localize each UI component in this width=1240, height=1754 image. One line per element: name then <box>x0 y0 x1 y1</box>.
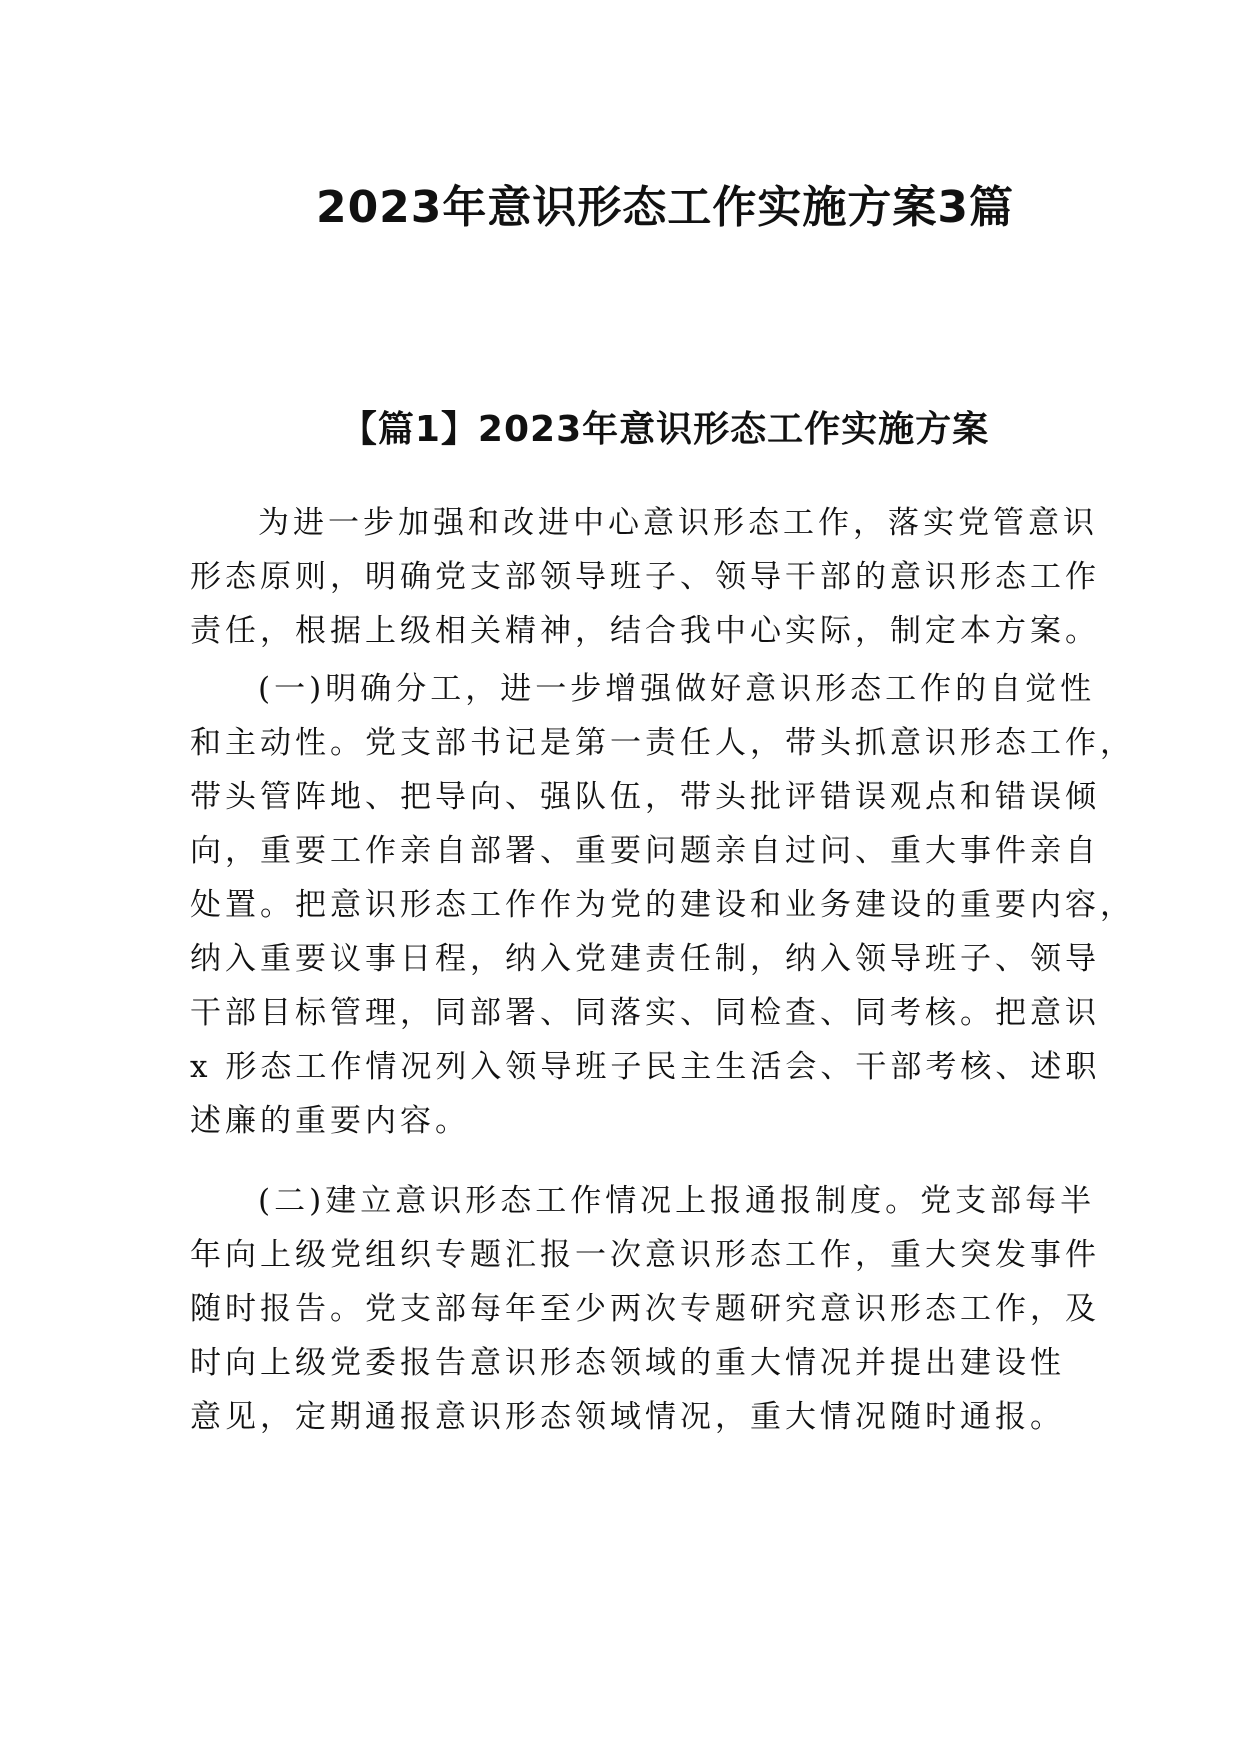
paragraph-line: x 形态工作情况列入领导班子民主生活会、干部考核、述职 <box>190 1049 1101 1085</box>
paragraph-reporting-system <box>190 1174 1100 1444</box>
paragraph-line: 时向上级党委报告意识形态领域的重大情况并提出建设性 <box>190 1345 1065 1381</box>
paragraph-intro <box>190 496 1100 658</box>
paragraph-line: 责任，根据上级相关精神，结合我中心实际，制定本方案。 <box>190 613 1100 649</box>
paragraph-line: 和主动性。党支部书记是第一责任人，带头抓意识形态工作， <box>190 725 1135 761</box>
paragraph-line: 随时报告。党支部每年至少两次专题研究意识形态工作，及 <box>190 1291 1100 1327</box>
paragraph-line: (二)建立意识形态工作情况上报通报制度。党支部每半 <box>258 1183 1096 1219</box>
paragraph-division-of-labor <box>190 662 1135 1148</box>
paragraph-line: 干部目标管理，同部署、同落实、同检查、同考核。把意识 <box>190 995 1100 1031</box>
paragraph-line: 处置。把意识形态工作作为党的建设和业务建设的重要内容， <box>190 887 1135 923</box>
paragraph-line: 意见，定期通报意识形态领域情况，重大情况随时通报。 <box>190 1399 1065 1435</box>
section-title: 【篇1】2023年意识形态工作实施方案 <box>340 409 990 450</box>
paragraph-line: 向，重要工作亲自部署、重要问题亲自过问、重大事件亲自 <box>190 833 1100 869</box>
paragraph-line: 形态原则，明确党支部领导班子、领导干部的意识形态工作 <box>190 559 1100 595</box>
paragraph-line: 纳入重要议事日程，纳入党建责任制，纳入领导班子、领导 <box>190 941 1100 977</box>
paragraph-line: 为进一步加强和改进中心意识形态工作，落实党管意识 <box>258 505 1098 541</box>
paragraph-line: (一)明确分工，进一步增强做好意识形态工作的自觉性 <box>258 671 1096 707</box>
paragraph-line: 述廉的重要内容。 <box>190 1103 470 1139</box>
paragraph-line: 带头管阵地、把导向、强队伍，带头批评错误观点和错误倾 <box>190 779 1100 815</box>
paragraph-line: 年向上级党组织专题汇报一次意识形态工作，重大突发事件 <box>190 1237 1100 1273</box>
document-title: 2023年意识形态工作实施方案3篇 <box>315 182 1015 233</box>
